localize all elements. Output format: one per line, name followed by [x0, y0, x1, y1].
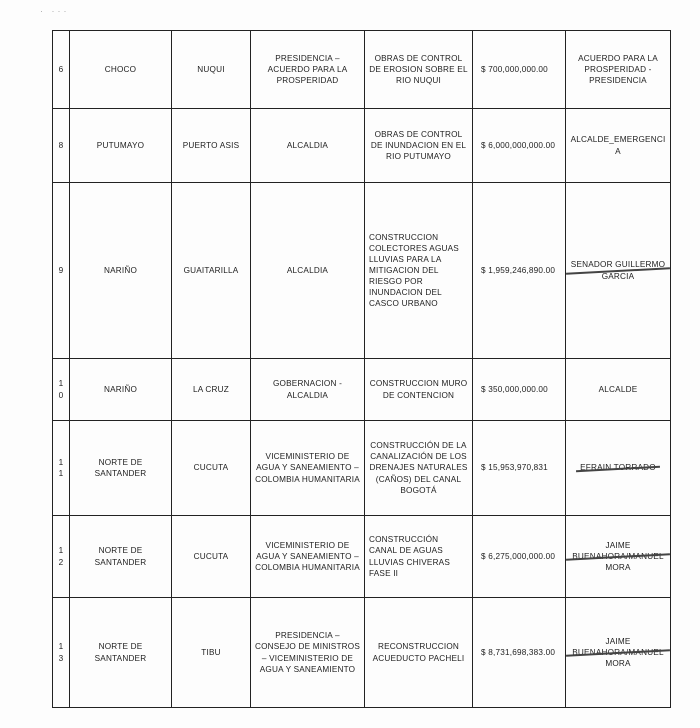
struck-out-name: JAIME BUENAHORA/MANUEL MORA	[570, 540, 666, 573]
department-cell: NORTE DE SANTANDER	[70, 516, 172, 598]
project-cell: RECONSTRUCCION ACUEDUCTO PACHELI	[365, 598, 473, 708]
department-cell: NORTE DE SANTANDER	[70, 598, 172, 708]
row-number: 12	[53, 516, 70, 598]
department-cell: NARIÑO	[70, 183, 172, 359]
amount-cell: $ 350,000,000.00	[473, 359, 566, 421]
responsible-cell	[566, 421, 671, 516]
entity-cell: PRESIDENCIA – ACUERDO PARA LA PROSPERIDAD	[251, 31, 365, 109]
municipality-cell: CUCUTA	[172, 516, 251, 598]
struck-out-name: EFRAIN TORRADO	[580, 463, 656, 473]
entity-cell: VICEMINISTERIO DE AGUA Y SANEAMIENTO – COLOMBIA HUMANITARIA	[251, 516, 365, 598]
amount-cell: $ 15,953,970,831	[473, 421, 566, 516]
responsible-cell: ACUERDO PARA LA PROSPERIDAD - PRESIDENCIA	[566, 31, 671, 109]
project-cell: CONSTRUCCIÓN DE LA CANALIZACIÓN DE LOS DRENAJES NATURALES (CAÑOS) DEL CANAL BOGOTÁ	[365, 421, 473, 516]
row-number: 11	[53, 421, 70, 516]
responsible-cell: ALCALDE	[566, 359, 671, 421]
municipality-cell: LA CRUZ	[172, 359, 251, 421]
project-cell: CONSTRUCCION MURO DE CONTENCION	[365, 359, 473, 421]
project-cell: CONSTRUCCIÓN CANAL DE AGUAS LLUVIAS CHIVERAS FASE II	[365, 516, 473, 598]
table-row	[53, 516, 671, 598]
project-cell: CONSTRUCCION COLECTORES AGUAS LLUVIAS PARA LA MITIGACION DEL RIESGO POR INUNDACION DEL CASCO URBANO	[365, 183, 473, 359]
table-row	[53, 359, 671, 421]
table-row	[53, 598, 671, 708]
department-cell: NORTE DE SANTANDER	[70, 421, 172, 516]
entity-cell: PRESIDENCIA – CONSEJO DE MINISTROS – VICEMINISTERIO DE AGUA Y SANEAMIENTO	[251, 598, 365, 708]
entity-cell: ALCALDIA	[251, 183, 365, 359]
responsible-cell	[566, 598, 671, 708]
entity-cell: ALCALDIA	[251, 109, 365, 183]
department-cell: PUTUMAYO	[70, 109, 172, 183]
projects-table	[52, 30, 671, 708]
department-cell: NARIÑO	[70, 359, 172, 421]
amount-cell: $ 6,000,000,000.00	[473, 109, 566, 183]
struck-out-name: JAIME BUENAHORA/MANUEL MORA	[570, 636, 666, 669]
responsible-cell: ALCALDE_EMERGENCIA	[566, 109, 671, 183]
municipality-cell: GUAITARILLA	[172, 183, 251, 359]
responsible-cell	[566, 183, 671, 359]
project-cell: OBRAS DE CONTROL DE EROSION SOBRE EL RIO NUQUI	[365, 31, 473, 109]
amount-cell: $ 6,275,000,000.00	[473, 516, 566, 598]
municipality-cell: NUQUI	[172, 31, 251, 109]
scan-artifact: · ···	[40, 6, 70, 16]
project-cell: OBRAS DE CONTROL DE INUNDACION EN EL RIO PUTUMAYO	[365, 109, 473, 183]
table-row	[53, 183, 671, 359]
amount-cell: $ 1,959,246,890.00	[473, 183, 566, 359]
row-number: 10	[53, 359, 70, 421]
amount-cell: $ 700,000,000.00	[473, 31, 566, 109]
table-row	[53, 421, 671, 516]
department-cell: CHOCO	[70, 31, 172, 109]
responsible-cell	[566, 516, 671, 598]
row-number: 9	[53, 183, 70, 359]
row-number: 8	[53, 109, 70, 183]
entity-cell: GOBERNACION - ALCALDIA	[251, 359, 365, 421]
row-number: 6	[53, 31, 70, 109]
municipality-cell: PUERTO ASIS	[172, 109, 251, 183]
table-row	[53, 109, 671, 183]
struck-out-name: SENADOR GUILLERMO GARCIA	[570, 260, 666, 281]
municipality-cell: CUCUTA	[172, 421, 251, 516]
entity-cell: VICEMINISTERIO DE AGUA Y SANEAMIENTO – COLOMBIA HUMANITARIA	[251, 421, 365, 516]
amount-cell: $ 8,731,698,383.00	[473, 598, 566, 708]
row-number: 13	[53, 598, 70, 708]
municipality-cell: TIBU	[172, 598, 251, 708]
table-row	[53, 31, 671, 109]
